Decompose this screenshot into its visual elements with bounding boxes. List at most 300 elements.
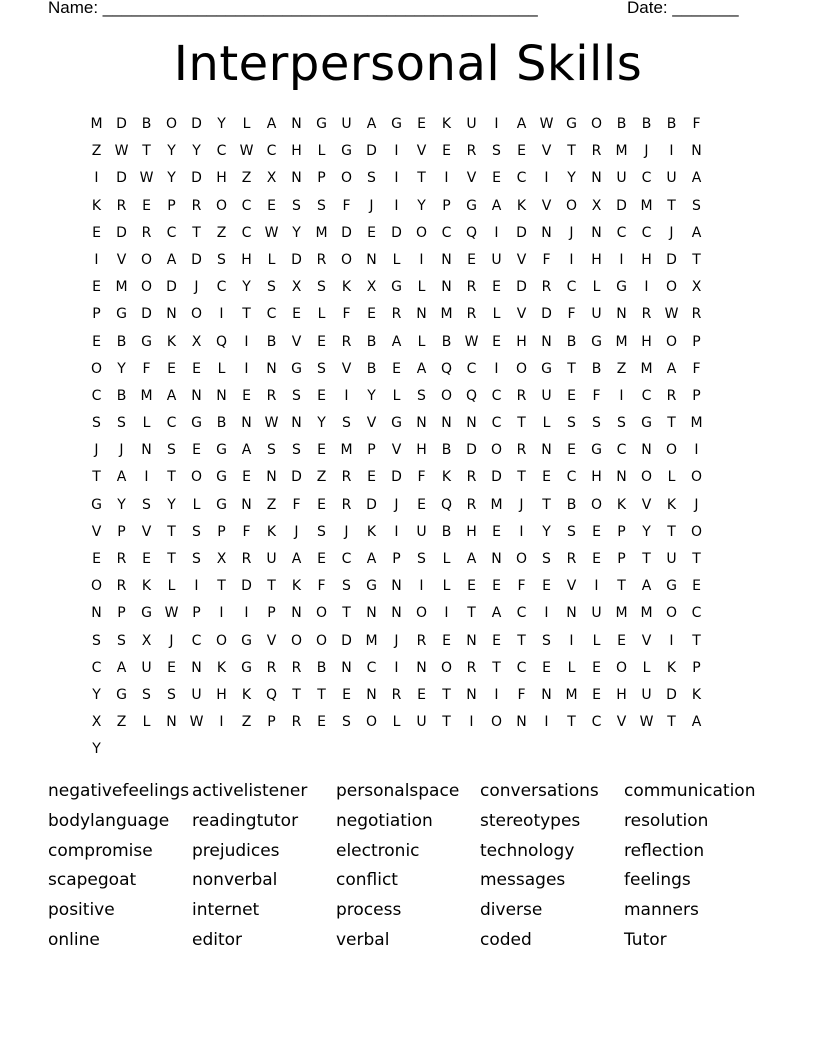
grid-letter: G [116,306,127,323]
grid-letter: C [516,605,527,622]
grid-letter: S [92,415,101,432]
grid-letter: U [466,116,477,132]
grid-letter: V [566,578,577,595]
grid-letter: I [494,686,499,703]
grid-letter: R [466,496,477,513]
grid-letter: Y [217,116,226,132]
grid-letter: E [467,578,476,595]
grid-letter: D [666,251,677,268]
grid-letter: L [267,251,276,268]
grid-letter: C [616,442,627,459]
grid-letter: C [266,143,277,160]
grid-letter: E [417,116,426,132]
grid-letter: L [217,360,226,377]
grid-letter: R [466,143,477,160]
grid-letter: N [291,170,302,187]
grid-letter: S [167,686,176,703]
grid-letter: D [191,116,202,132]
word-search-grid [84,111,709,764]
grid-letter: F [292,496,301,513]
grid-letter: E [417,496,426,513]
grid-letter: O [90,578,103,595]
grid-letter: K [666,659,677,676]
word-list-item: online [48,929,100,950]
grid-letter: E [492,578,501,595]
word-list-item: negotiation [336,810,433,831]
grid-letter: Z [316,469,327,486]
grid-letter: D [366,496,377,513]
grid-letter: K [441,469,452,486]
grid-letter: N [591,170,602,187]
grid-letter: U [416,523,427,540]
grid-letter: I [394,170,399,187]
grid-letter: A [641,578,652,595]
grid-letter: Y [367,387,376,404]
grid-letter: R [591,143,602,160]
grid-letter: S [292,387,301,404]
grid-letter: F [417,469,426,486]
word-list-item: resolution [624,810,709,831]
grid-letter: M [640,605,653,622]
grid-letter: A [491,605,502,622]
grid-letter: R [516,442,527,459]
grid-letter: C [466,360,477,377]
word-list-item: reflection [624,840,705,861]
word-list-item: activelistener [192,781,308,801]
grid-letter: E [92,333,101,350]
grid-letter: T [442,686,451,703]
grid-letter: A [116,659,127,676]
grid-letter: K [216,659,227,676]
grid-letter: R [566,551,577,567]
word-list-item: diverse [480,900,543,921]
grid-letter: O [190,469,203,486]
word-list-item: feelings [624,870,691,891]
grid-letter: D [291,469,302,486]
word-list-item: positive [48,900,115,921]
grid-letter: E [317,442,326,459]
name-field-label: Name: ______________________________________________ [48,0,538,17]
grid-letter: E [417,686,426,703]
grid-letter: K [616,496,627,513]
grid-letter: W [664,306,679,323]
grid-letter: O [665,442,678,459]
grid-letter: L [317,306,326,323]
grid-letter: P [442,197,451,214]
grid-letter: C [241,197,252,214]
grid-letter: I [394,523,399,540]
grid-letter: B [366,360,377,377]
grid-letter: T [167,551,176,567]
grid-letter: G [241,659,252,676]
grid-letter: F [567,306,576,323]
grid-letter: V [641,632,652,649]
grid-letter: E [467,251,476,268]
grid-letter: X [691,279,702,296]
grid-letter: Q [440,360,453,377]
grid-letter: R [641,306,652,323]
grid-letter: D [341,632,352,649]
word-list-item: Tutor [624,929,667,950]
word-list-item: personalspace [336,781,460,801]
grid-letter: B [116,387,127,404]
grid-letter: E [192,442,201,459]
grid-letter: C [516,659,527,676]
grid-letter: Y [292,224,301,241]
grid-letter: I [244,360,249,377]
grid-letter: P [217,523,226,540]
grid-letter: I [219,605,224,622]
grid-letter: G [666,578,677,595]
grid-letter: E [317,714,326,731]
grid-letter: G [241,632,252,649]
grid-letter: M [615,333,628,350]
grid-letter: I [669,143,674,160]
grid-letter: A [266,116,277,132]
grid-letter: P [692,387,701,404]
grid-letter: E [592,686,601,703]
grid-letter: E [492,523,501,540]
grid-letter: I [594,578,599,595]
grid-letter: N [591,224,602,241]
grid-letter: B [141,116,152,132]
grid-letter: O [440,387,453,404]
grid-letter: C [691,605,702,622]
grid-letter: L [442,551,451,567]
grid-letter: U [541,387,552,404]
grid-letter: S [217,251,226,268]
grid-letter: N [541,442,552,459]
grid-letter: E [92,279,101,296]
grid-letter: I [619,251,624,268]
grid-letter: N [266,469,277,486]
grid-letter: S [317,360,326,377]
grid-letter: V [91,523,102,540]
grid-letter: L [142,714,151,731]
grid-letter: J [394,496,399,513]
grid-letter: B [641,116,652,132]
grid-letter: X [91,714,102,731]
grid-letter: Y [167,496,176,513]
grid-letter: J [169,632,174,649]
grid-letter: R [291,714,302,731]
grid-letter: U [666,170,677,187]
grid-letter: D [191,251,202,268]
grid-letter: I [494,224,499,241]
grid-letter: Y [567,170,576,187]
grid-letter: E [592,659,601,676]
grid-letter: I [219,714,224,731]
grid-letter: M [90,116,103,132]
grid-letter: D [341,224,352,241]
grid-letter: H [291,143,302,160]
grid-letter: N [291,415,302,432]
grid-letter: E [592,551,601,567]
grid-letter: I [669,632,674,649]
grid-letter: T [167,469,176,486]
grid-letter: H [241,251,252,268]
grid-letter: M [340,442,353,459]
grid-letter: A [491,197,502,214]
grid-letter: O [665,605,678,622]
grid-letter: F [542,251,551,268]
grid-letter: W [114,143,129,160]
grid-letter: L [242,116,251,132]
grid-letter: H [216,686,227,703]
grid-letter: I [544,170,549,187]
grid-letter: T [567,143,576,160]
grid-letter: O [140,279,153,296]
grid-letter: U [491,251,502,268]
grid-letter: I [444,605,449,622]
grid-letter: G [591,333,602,350]
grid-letter: E [317,551,326,567]
grid-letter: O [615,659,628,676]
grid-letter: N [366,605,377,622]
grid-letter: H [591,469,602,486]
grid-letter: M [690,415,703,432]
word-list-item: prejudices [192,840,280,861]
grid-letter: C [366,659,377,676]
grid-letter: P [617,523,626,540]
grid-letter: I [644,279,649,296]
grid-letter: O [640,469,653,486]
grid-letter: E [492,632,501,649]
word-list-item: scapegoat [48,870,137,891]
grid-letter: N [241,415,252,432]
grid-letter: P [267,714,276,731]
grid-letter: C [166,224,177,241]
grid-letter: T [517,632,526,649]
grid-letter: B [666,116,677,132]
grid-letter: E [492,279,501,296]
grid-letter: D [391,469,402,486]
grid-letter: G [466,197,477,214]
grid-letter: Z [116,714,127,731]
grid-letter: G [216,496,227,513]
grid-letter: I [94,251,99,268]
grid-letter: N [341,659,352,676]
grid-letter: C [91,659,102,676]
grid-letter: C [91,387,102,404]
grid-letter: T [342,605,351,622]
grid-letter: T [267,578,276,595]
grid-letter: I [569,251,574,268]
grid-letter: J [94,442,99,459]
word-list-item: process [336,900,402,921]
grid-letter: C [516,170,527,187]
grid-letter: E [342,686,351,703]
grid-letter: T [617,578,626,595]
grid-letter: V [516,251,527,268]
grid-letter: T [417,170,426,187]
grid-letter: D [391,224,402,241]
grid-letter: J [669,224,674,241]
grid-letter: L [492,306,501,323]
grid-letter: G [541,360,552,377]
grid-letter: F [592,387,601,404]
grid-letter: C [491,387,502,404]
grid-letter: R [141,224,152,241]
grid-letter: L [542,415,551,432]
grid-letter: G [141,333,152,350]
grid-letter: R [391,686,402,703]
grid-letter: J [194,279,199,296]
grid-letter: A [416,360,427,377]
grid-letter: N [391,578,402,595]
grid-letter: L [592,632,601,649]
grid-letter: S [692,197,701,214]
grid-letter: I [419,251,424,268]
grid-letter: K [366,523,377,540]
grid-letter: O [365,714,378,731]
grid-letter: V [291,333,302,350]
grid-letter: G [641,415,652,432]
grid-letter: P [692,659,701,676]
grid-letter: Y [92,741,101,758]
grid-letter: T [667,415,676,432]
grid-letter: S [192,551,201,567]
grid-letter: T [667,714,676,731]
grid-letter: C [566,279,577,296]
grid-letter: R [691,306,702,323]
grid-letter: B [216,415,227,432]
grid-letter: S [417,387,426,404]
grid-letter: D [141,306,152,323]
grid-letter: V [391,442,402,459]
grid-letter: G [141,605,152,622]
grid-letter: H [466,523,477,540]
grid-letter: E [317,496,326,513]
grid-letter: V [541,197,552,214]
grid-letter: I [394,197,399,214]
word-list-item: coded [480,929,532,950]
grid-letter: E [442,632,451,649]
grid-letter: E [492,333,501,350]
grid-letter: M [640,360,653,377]
grid-letter: O [290,632,303,649]
grid-letter: B [366,333,377,350]
grid-letter: D [516,224,527,241]
grid-letter: P [617,551,626,567]
grid-letter: J [644,143,649,160]
grid-letter: L [192,496,201,513]
grid-letter: D [116,116,127,132]
grid-letter: D [666,686,677,703]
word-list-item: stereotypes [480,810,581,831]
grid-letter: E [542,659,551,676]
grid-letter: S [292,442,301,459]
grid-letter: I [219,306,224,323]
grid-letter: O [565,197,578,214]
grid-letter: I [469,714,474,731]
grid-letter: W [139,170,154,187]
grid-letter: D [366,143,377,160]
grid-letter: E [317,387,326,404]
grid-letter: Q [265,686,278,703]
grid-letter: C [491,415,502,432]
grid-letter: A [691,224,702,241]
grid-letter: V [641,496,652,513]
grid-letter: O [315,632,328,649]
grid-letter: Y [542,523,551,540]
grid-letter: S [342,415,351,432]
grid-letter: C [341,551,352,567]
grid-letter: P [392,551,401,567]
grid-letter: Y [417,197,426,214]
grid-letter: T [567,714,576,731]
grid-letter: V [466,170,477,187]
grid-letter: N [191,387,202,404]
grid-letter: H [416,442,427,459]
grid-letter: C [641,170,652,187]
grid-letter: A [366,116,377,132]
grid-letter: H [641,251,652,268]
grid-letter: T [292,686,301,703]
grid-letter: Z [91,143,102,160]
grid-letter: O [415,224,428,241]
grid-letter: X [191,333,202,350]
grid-letter: I [344,387,349,404]
word-list-item: conflict [336,870,398,891]
grid-letter: S [192,523,201,540]
grid-letter: O [340,251,353,268]
grid-letter: D [241,578,252,595]
grid-letter: E [142,551,151,567]
grid-letter: S [342,578,351,595]
grid-letter: G [291,360,302,377]
grid-letter: C [566,469,577,486]
grid-letter: S [167,442,176,459]
grid-letter: T [242,306,251,323]
grid-letter: N [266,360,277,377]
grid-letter: J [294,523,299,540]
grid-letter: N [416,306,427,323]
grid-letter: B [566,496,577,513]
grid-letter: V [366,415,377,432]
grid-letter: V [516,306,527,323]
grid-letter: N [166,306,177,323]
grid-letter: T [92,469,101,486]
grid-letter: P [367,442,376,459]
grid-letter: S [117,415,126,432]
grid-letter: N [541,224,552,241]
grid-letter: O [515,551,528,567]
grid-letter: R [341,333,352,350]
grid-letter: U [591,306,602,323]
grid-letter: R [466,469,477,486]
grid-letter: E [567,387,576,404]
grid-letter: F [342,306,351,323]
grid-letter: D [616,197,627,214]
grid-letter: E [367,224,376,241]
grid-letter: P [117,523,126,540]
grid-letter: E [367,306,376,323]
word-list-item: negativefeelings [48,781,190,801]
grid-letter: Z [216,224,227,241]
grid-letter: R [316,251,327,268]
grid-letter: T [667,197,676,214]
grid-letter: C [641,387,652,404]
grid-letter: U [141,659,152,676]
grid-letter: V [141,523,152,540]
grid-letter: V [416,143,427,160]
grid-letter: C [241,224,252,241]
grid-letter: N [466,632,477,649]
grid-letter: R [241,551,252,567]
word-list-item: editor [192,929,243,950]
grid-letter: K [91,197,102,214]
